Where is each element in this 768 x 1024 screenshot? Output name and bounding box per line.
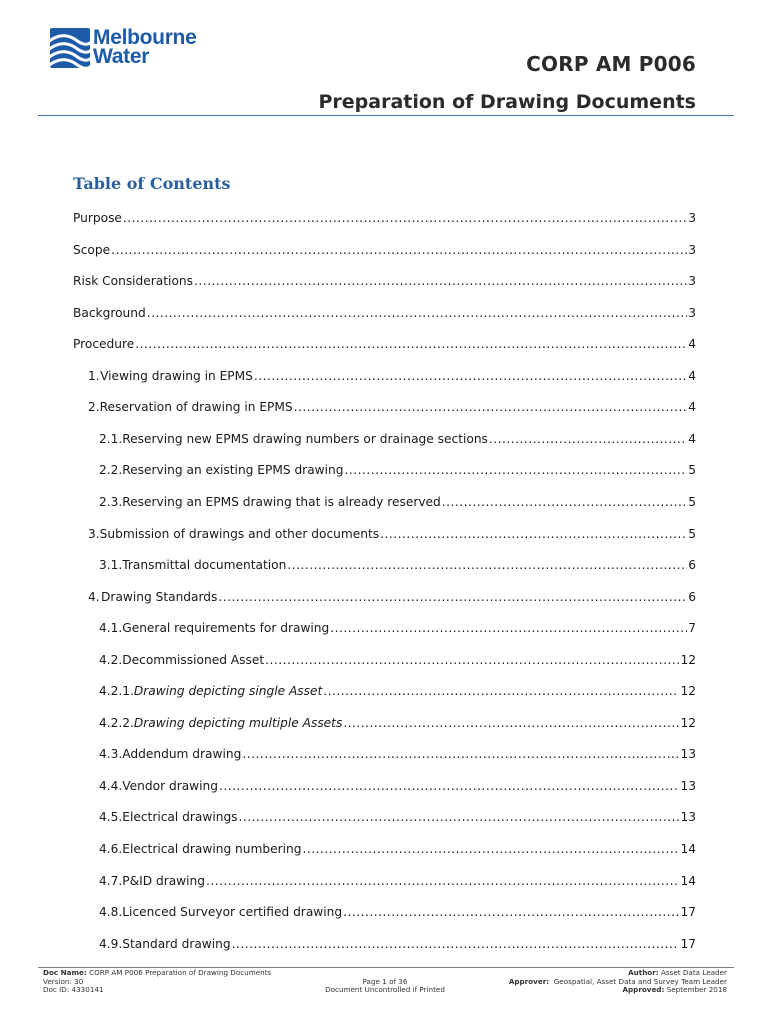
- toc-leader-dots: [123, 209, 687, 227]
- toc-entry-page: 7: [688, 621, 696, 636]
- toc-entry-number: 4.2.: [99, 652, 123, 667]
- toc-entry-title: Drawing depicting multiple Assets: [133, 715, 343, 730]
- toc-entry[interactable]: [99, 461, 696, 479]
- toc-entry-number: 4.8.: [99, 905, 123, 920]
- toc-entry-page: 3: [688, 211, 696, 225]
- toc-entry[interactable]: [99, 777, 696, 795]
- toc-entry-title: Drawing depicting single Asset: [133, 684, 323, 699]
- toc-entry[interactable]: [88, 367, 696, 385]
- toc-leader-dots: [135, 335, 687, 353]
- uncontrolled-notice: Document Uncontrolled if Printed: [325, 985, 445, 995]
- toc-entry-title: Licenced Surveyor certified drawing: [122, 905, 343, 920]
- toc-entry-title: P&ID drawing: [122, 873, 206, 888]
- toc-entry-title: Procedure: [73, 337, 135, 352]
- footer-right: [509, 969, 727, 995]
- toc-heading: Table of Contents: [73, 174, 231, 193]
- toc-entry-page: 4: [688, 337, 696, 352]
- toc-entry-page: 14: [680, 873, 696, 888]
- toc-entry[interactable]: [88, 398, 696, 416]
- toc-entry-page: 4: [688, 431, 696, 446]
- toc-entry-number: 4.6.: [99, 842, 123, 856]
- doc-id: Doc ID: 4330141: [43, 985, 104, 995]
- toc-entry-page: 5: [688, 463, 696, 478]
- doc-version: Version: 30: [43, 976, 84, 986]
- toc-entry-title: Drawing Standards: [101, 589, 218, 604]
- toc-entry[interactable]: [73, 335, 696, 353]
- toc-entry-page: 12: [680, 684, 696, 699]
- logo-line-1: Melbourne: [93, 26, 197, 49]
- toc-leader-dots: [111, 241, 687, 259]
- toc-entry[interactable]: [99, 651, 696, 669]
- toc-entry-number: 2.3.: [99, 494, 123, 509]
- toc-leader-dots: [380, 525, 687, 543]
- toc-leader-dots: [287, 556, 687, 574]
- toc-leader-dots: [232, 935, 680, 953]
- toc-entry-number: 2.1.: [99, 431, 123, 446]
- toc-entry-title: Purpose: [73, 211, 122, 225]
- toc-entry-number: 2.: [88, 400, 100, 415]
- toc-entry[interactable]: [99, 714, 696, 732]
- toc-leader-dots: [343, 903, 679, 921]
- toc-entry[interactable]: [88, 525, 696, 543]
- toc-entry-page: 3: [688, 305, 696, 320]
- toc-entry-title: Decommissioned Asset: [122, 652, 265, 667]
- approved-date: September 2018: [666, 985, 727, 995]
- toc-entry-title: Risk Considerations: [73, 274, 193, 289]
- toc-leader-dots: [219, 777, 679, 795]
- document-code: CORP AM P006: [526, 52, 696, 76]
- toc-leader-dots: [218, 588, 687, 606]
- doc-name-label: Doc Name:: [43, 968, 87, 977]
- toc-entry[interactable]: [99, 840, 696, 858]
- toc-entry[interactable]: [99, 745, 696, 763]
- toc-entry-title: Reservation of drawing in EPMS: [99, 400, 293, 415]
- toc-leader-dots: [302, 840, 679, 858]
- toc-entry-page: 5: [688, 494, 696, 509]
- toc-leader-dots: [442, 493, 687, 511]
- toc-entry-number: 3.1.: [99, 558, 123, 573]
- toc-entry-number: 4.4.: [99, 778, 123, 793]
- toc-leader-dots: [344, 461, 687, 479]
- toc-entry-title: Reserving an EPMS drawing that is already reserved: [122, 494, 441, 509]
- header-divider: [38, 115, 734, 116]
- toc-entry[interactable]: [73, 241, 696, 259]
- toc-entry-title: Vendor drawing: [122, 778, 218, 793]
- toc-entry-title: Electrical drawing numbering: [122, 842, 302, 856]
- toc-entry-number: 3.: [88, 526, 100, 541]
- waves-logo-icon: [50, 28, 90, 68]
- approver-label: Approver:: [508, 976, 550, 986]
- toc-entry[interactable]: [73, 209, 696, 227]
- toc-entry-title: Submission of drawings and other documents: [99, 526, 380, 541]
- toc-entry-number: 4.7.: [99, 873, 123, 888]
- author-label: Author:: [628, 968, 659, 977]
- toc-leader-dots: [330, 619, 687, 637]
- toc-leader-dots: [323, 682, 679, 700]
- toc-leader-dots: [242, 745, 679, 763]
- toc-entry-page: 12: [680, 715, 696, 730]
- toc-leader-dots: [147, 304, 688, 322]
- toc-entry-page: 17: [680, 936, 696, 951]
- toc-leader-dots: [294, 398, 688, 416]
- approver: Geospatial, Asset Data and Survey Team Leader: [553, 976, 727, 986]
- toc-leader-dots: [254, 367, 687, 385]
- toc-entry-page: 3: [688, 274, 696, 289]
- author: Asset Data Leader: [660, 968, 727, 977]
- toc-entry-title: Addendum drawing: [122, 747, 242, 762]
- toc-entry-title: Scope: [73, 242, 111, 257]
- toc-entry[interactable]: [99, 556, 696, 574]
- toc-entry-title: General requirements for drawing: [122, 621, 330, 636]
- logo-wordmark: [93, 28, 196, 66]
- toc-entry-title: Reserving an existing EPMS drawing: [122, 463, 344, 478]
- toc-entry-number: 4.2.2.: [99, 715, 134, 730]
- toc-entry-title: Standard drawing: [122, 936, 231, 951]
- doc-name: CORP AM P006 Preparation of Drawing Documents: [89, 968, 272, 977]
- toc-entry-page: 13: [680, 778, 696, 793]
- toc-entry-title: Transmittal documentation: [122, 558, 287, 573]
- toc-entry[interactable]: [99, 619, 696, 637]
- toc-entry-page: 3: [688, 242, 696, 257]
- toc-entry[interactable]: [99, 935, 696, 953]
- toc-entry-page: 13: [680, 810, 696, 825]
- toc-entry-page: 6: [688, 558, 696, 573]
- toc-entry-page: 13: [680, 747, 696, 762]
- toc-entry[interactable]: [73, 272, 696, 290]
- logo-line-2: Water: [93, 45, 150, 68]
- toc-entry-page: 12: [680, 652, 696, 667]
- toc-leader-dots: [194, 272, 687, 290]
- toc-entry[interactable]: [73, 304, 696, 322]
- approved-label: Approved:: [622, 985, 665, 995]
- toc-entry-number: 2.2.: [99, 463, 123, 478]
- toc-leader-dots: [265, 651, 679, 669]
- toc-entry-title: Viewing drawing in EPMS: [100, 368, 253, 383]
- toc-entry-number: 4.9.: [99, 936, 123, 951]
- toc-entry[interactable]: [99, 430, 696, 448]
- toc-entry-number: 4.2.1.: [99, 684, 134, 699]
- toc-entry-page: 4: [688, 400, 696, 415]
- toc-entry-page: 5: [688, 526, 696, 541]
- toc-entry-title: Background: [73, 305, 146, 320]
- toc-entry-title: Reserving new EPMS drawing numbers or drainage sections: [122, 431, 488, 446]
- toc-entry-number: 1.: [88, 368, 100, 383]
- toc-entry-title: Electrical drawings: [122, 810, 238, 825]
- toc-leader-dots: [343, 714, 679, 732]
- document-title: Preparation of Drawing Documents: [318, 91, 696, 113]
- toc-leader-dots: [489, 430, 687, 448]
- toc-leader-dots: [206, 872, 679, 890]
- toc-entry-number: 4.5.: [99, 810, 123, 825]
- toc-entry-page: 4: [688, 368, 696, 383]
- toc-entry-number: 4.3.: [99, 747, 123, 762]
- toc-entry-number: 4.1.: [99, 621, 123, 636]
- toc-entry-page: 17: [680, 905, 696, 920]
- logo: [50, 28, 196, 68]
- toc-entry[interactable]: [99, 808, 696, 826]
- toc-entry-page: 6: [688, 589, 696, 604]
- toc-entry-number: 4.: [88, 589, 100, 604]
- toc-entry[interactable]: [99, 903, 696, 921]
- toc-entry[interactable]: [99, 493, 696, 511]
- page-number: Page 1 of 36: [362, 976, 408, 986]
- toc-leader-dots: [239, 808, 680, 826]
- toc-entry[interactable]: [99, 682, 696, 700]
- toc-entry-page: 14: [680, 842, 696, 856]
- toc-entry[interactable]: [88, 588, 696, 606]
- toc-entry[interactable]: [99, 872, 696, 890]
